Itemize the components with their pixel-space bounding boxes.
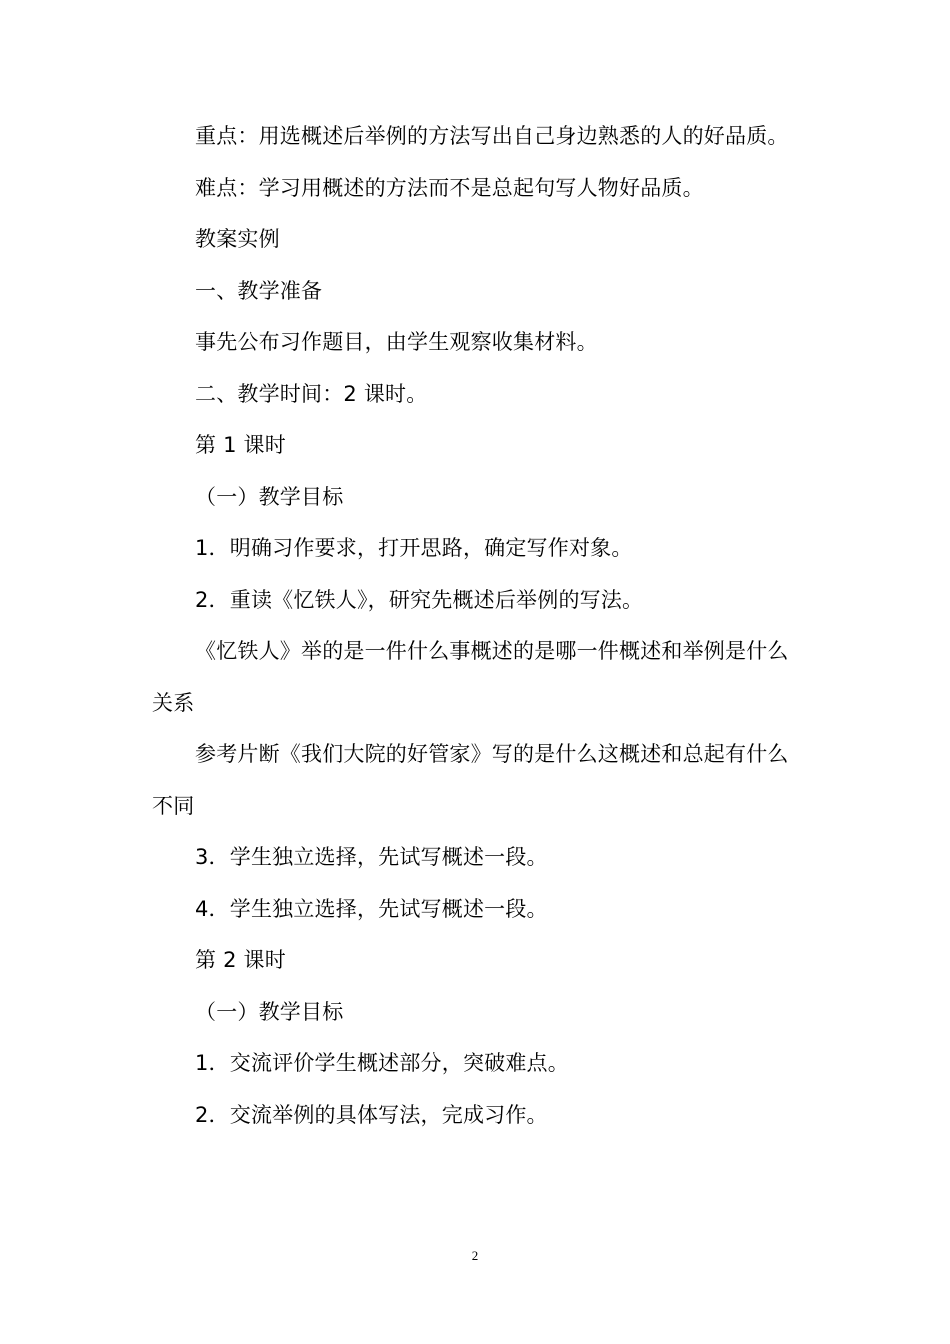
paragraph-section-time: 二、教学时间：2 课时。: [195, 381, 428, 406]
paragraph-preparation-text: 事先公布习作题目，由学生观察收集材料。: [195, 330, 598, 354]
paragraph-section-preparation: 一、教学准备: [195, 278, 323, 303]
paragraph-lesson-1-item-2: 2．重读《忆铁人》，研究先概述后举例的写法。: [195, 587, 644, 612]
paragraph-lesson-2-goals: （一）教学目标: [195, 999, 344, 1024]
paragraph-difficulty: 难点：学习用概述的方法而不是总起句写人物好品质。: [195, 175, 704, 200]
paragraph-lesson-2-item-1: 1．交流评价学生概述部分，突破难点。: [195, 1051, 569, 1075]
paragraph-lesson-example-heading: 教案实例: [195, 227, 280, 251]
paragraph-lesson-2-heading: 第 2 课时: [195, 948, 286, 972]
paragraph-lesson-1-goals: （一）教学目标: [195, 484, 344, 509]
paragraph-question-2: 参考片断《我们大院的好管家》写的是什么这概述和总起有什么不同: [152, 742, 789, 818]
page-number: 2: [471, 1248, 479, 1263]
paragraph-question-1: 《忆铁人》举的是一件什么事概述的是哪一件概述和举例是什么关系: [152, 639, 789, 715]
paragraph-key-point: 重点：用选概述后举例的方法写出自己身边熟悉的人的好品质。: [195, 124, 789, 148]
paragraph-lesson-1-item-3: 3．学生独立选择，先试写概述一段。: [195, 845, 548, 869]
paragraph-lesson-1-item-1: 1．明确习作要求，打开思路，确定写作对象。: [195, 536, 633, 560]
document-body: [152, 111, 802, 1141]
paragraph-lesson-1-item-4: 4．学生独立选择，先试写概述一段。: [195, 896, 548, 921]
paragraph-lesson-1-heading: 第 1 课时: [195, 433, 286, 457]
paragraph-lesson-2-item-2: 2．交流举例的具体写法，完成习作。: [195, 1102, 548, 1127]
